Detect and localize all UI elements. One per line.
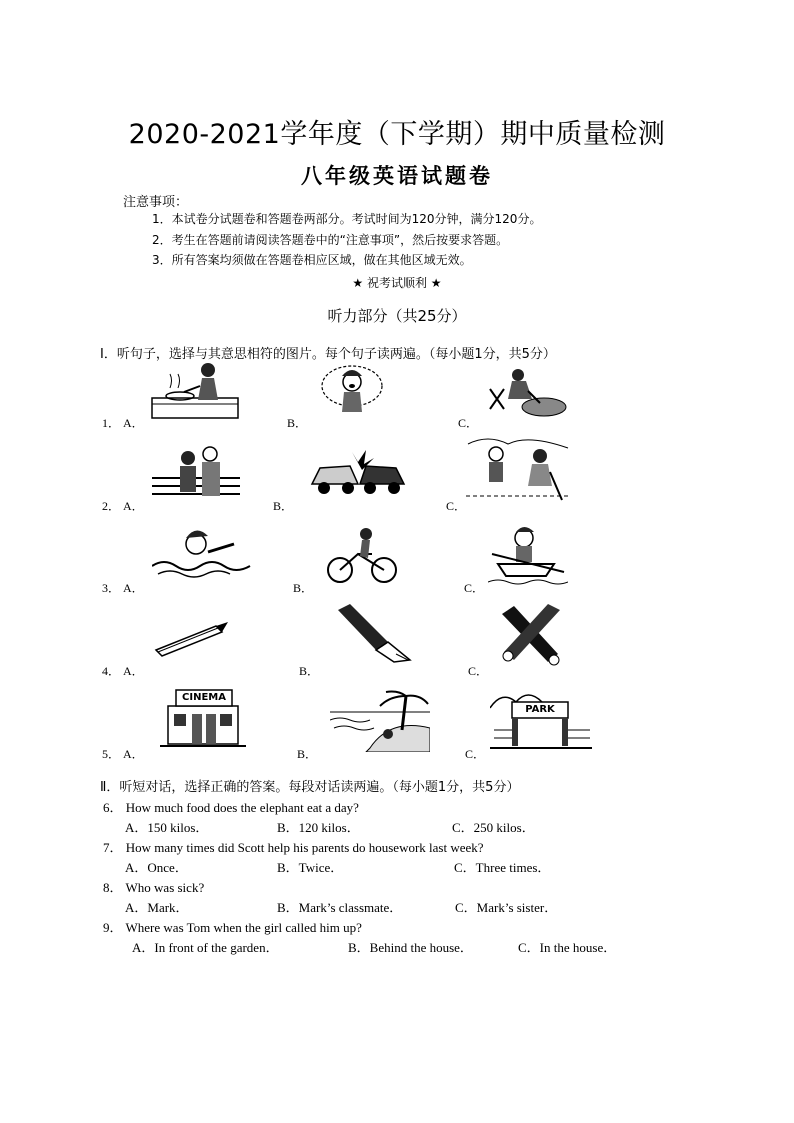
answer-option: A．In front of the garden． bbox=[132, 940, 279, 955]
answer-option: A．Mark． bbox=[125, 900, 189, 915]
markers-picture bbox=[494, 604, 568, 670]
option-label: B． bbox=[293, 581, 314, 595]
option-label: A． bbox=[123, 581, 144, 595]
question-text: 6． How much food does the elephant eat a day? bbox=[103, 800, 359, 815]
note-item: 2．考生在答题前请阅读答题卷中的“注意事项”，然后按要求答题。 bbox=[152, 233, 509, 247]
option-label: C． bbox=[468, 664, 489, 678]
boy-riding-bike-picture bbox=[322, 526, 402, 586]
woman-washing-clothes-picture bbox=[478, 365, 570, 423]
question-text: 7． How many times did Scott help his parents do housework last week? bbox=[103, 840, 484, 855]
option-label: B． bbox=[297, 747, 318, 761]
note-item: 1．本试卷分试题卷和答题卷两部分。考试时间为120分钟，满分120分。 bbox=[152, 212, 542, 226]
listening-section-title: 听力部分（共25分） bbox=[327, 307, 467, 325]
option-label: C． bbox=[465, 747, 486, 761]
answer-option: C．250 kilos． bbox=[452, 820, 535, 835]
row-number: 4． bbox=[102, 664, 121, 678]
beach-picture bbox=[330, 690, 430, 752]
woman-cooking-picture bbox=[150, 358, 240, 420]
row-number: 1． bbox=[102, 416, 121, 430]
row-number: 2． bbox=[102, 499, 121, 513]
option-label: A． bbox=[123, 747, 144, 761]
park-gate-drawing bbox=[490, 690, 592, 752]
answer-option: A．Once． bbox=[125, 860, 188, 875]
answer-option: B．Twice． bbox=[277, 860, 344, 875]
exam-title: 2020-2021学年度（下学期）期中质量检测 bbox=[128, 119, 666, 150]
boy-helping-old-man-picture bbox=[152, 444, 240, 504]
row-number: 5． bbox=[102, 747, 121, 761]
pencil-picture bbox=[150, 620, 230, 660]
option-label: B． bbox=[287, 416, 308, 430]
boy-swimming-picture bbox=[152, 522, 252, 582]
answer-option: C．In the house． bbox=[518, 940, 617, 955]
answer-option: B．Mark’s classmate． bbox=[277, 900, 403, 915]
option-label: C． bbox=[458, 416, 479, 430]
exam-subtitle: 八年级英语试题卷 bbox=[301, 163, 493, 188]
option-label: C． bbox=[464, 581, 485, 595]
cinema-sign-text: CINEMA bbox=[182, 692, 226, 703]
option-label: C． bbox=[446, 499, 467, 513]
girl-shouting-picture bbox=[318, 362, 386, 417]
good-luck-line: ★ 祝考试顺利 ★ bbox=[352, 276, 442, 290]
car-accident-picture bbox=[306, 444, 408, 506]
part2-instruction: Ⅱ．听短对话，选择正确的答案。每段对话读两遍。（每小题1分，共5分） bbox=[100, 780, 520, 795]
part1-instruction: Ⅰ．听句子，选择与其意思相符的图片。每个句子读两遍。（每小题1分，共5分） bbox=[100, 347, 556, 362]
question-text: 8． Who was sick? bbox=[103, 880, 205, 895]
answer-option: B．Behind the house． bbox=[348, 940, 473, 955]
question-text: 9． Where was Tom when the girl called him up? bbox=[103, 920, 362, 935]
answer-option: C．Mark’s sister． bbox=[455, 900, 558, 915]
option-label: B． bbox=[273, 499, 294, 513]
option-label: A． bbox=[123, 416, 144, 430]
park-picture bbox=[490, 690, 592, 752]
answer-option: A．150 kilos． bbox=[125, 820, 209, 835]
row-number: 3． bbox=[102, 581, 121, 595]
park-sign-text: PARK bbox=[525, 704, 555, 715]
pen-picture bbox=[334, 602, 416, 664]
option-label: A． bbox=[123, 664, 144, 678]
option-label: A． bbox=[123, 499, 144, 513]
answer-option: C．Three times． bbox=[454, 860, 551, 875]
notes-heading: 注意事项： bbox=[123, 195, 189, 210]
boy-rowing-boat-picture bbox=[488, 524, 568, 586]
children-cleaning-picture bbox=[466, 436, 570, 504]
answer-option: B．120 kilos． bbox=[277, 820, 360, 835]
note-item: 3．所有答案均须做在答题卷相应区域，做在其他区域无效。 bbox=[152, 253, 472, 267]
option-label: B． bbox=[299, 664, 320, 678]
cinema-picture bbox=[160, 688, 246, 750]
